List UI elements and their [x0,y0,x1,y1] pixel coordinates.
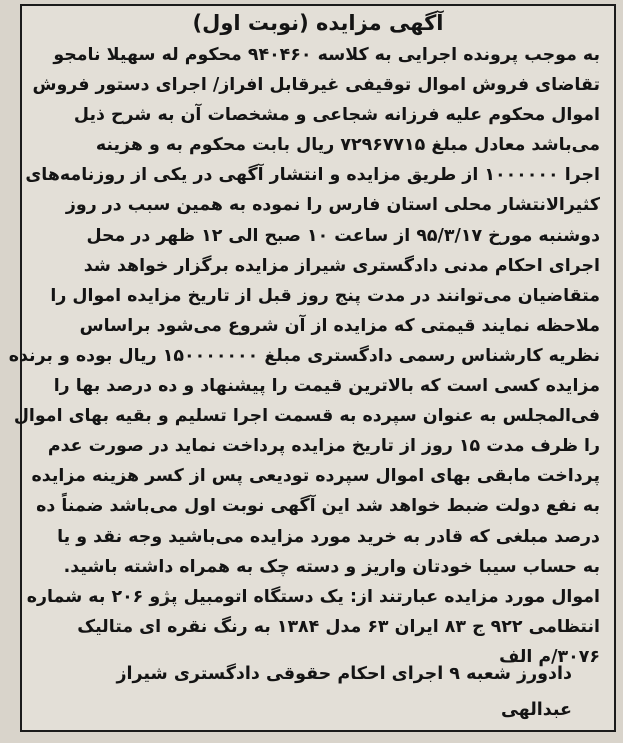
notice-line: می‌باشد معادل مبلغ ۷۲۹۶۷۷۱۵ ریال بابت محکوم به و هزینه [95,135,600,156]
notice-line: به موجب پرونده اجرایی به کلاسه ۹۴۰۴۶۰ محکوم له سهیلا نامجو [53,45,600,65]
notice-line: اجرا ۱۰۰۰۰۰۰ از طریق مزایده و انتشار آگهی در یکی از روزنامه‌های [25,165,600,186]
notice-line: کثیرالانتشار محلی استان فارس را نموده به همین سبب در روز [65,195,600,216]
signature-name: عبدالهی [500,700,572,720]
notice-title: آگهی مزایده (نوبت اول) [192,11,444,35]
notice-line: نظریه کارشناس رسمی دادگستری مبلغ ۱۵۰۰۰۰۰۰۰ ریال بوده و برنده [8,345,600,366]
notice-line: اجرای احکام مدنی دادگستری شیراز مزایده برگزار خواهد شد [83,255,600,276]
notice-line: به حساب سیبا خودتان واریز و دسته چک به همراه داشته باشید. [63,556,600,577]
notice-line: فی‌المجلس به عنوان سپرده به قسمت اجرا تسلیم و بقیه بهای اموال [13,406,600,427]
notice-line: اموال محکوم علیه فرزانه شجاعی و مشخصات آن به شرح ذیل [73,105,600,126]
notice-line: ۳۰۷۶/م الف [499,646,600,667]
notice-line: انتظامی ۹۲۲ ج ۸۳ ایران ۶۳ مدل ۱۳۸۴ به رنگ نقره ای متالیک [77,616,600,637]
notice-line: متقاضیان می‌توانند در مدت پنج روز قبل از تاریخ مزایده اموال را [50,285,600,306]
signature-title: دادورز شعبه ۹ اجرای احکام حقوقی دادگستری شیراز [116,664,572,684]
notice-line: تقاضای فروش اموال توقیفی غیرقابل افراز/ اجرای دستور فروش [32,75,600,96]
signature-block [116,656,572,728]
notice-line: پرداخت مابقی بهای اموال سپرده تودیعی پس از کسر هزینه مزایده [31,466,600,487]
notice-line: به نفع دولت ضبط خواهد شد این آگهی نوبت اول می‌باشد ضمناً ده [36,496,600,517]
notice-line: مزایده کسی است که بالاترین قیمت را پیشنهاد و ده درصد بها را [53,376,600,397]
notice-body [8,40,600,672]
notice-line: درصد مبلغی که قادر به خرید مورد مزایده می‌باشید وجه نقد و یا [57,526,600,547]
notice-line: دوشنبه مورخ ۹۵/۳/۱۷ از ساعت ۱۰ صبح الی ۱۲ ظهر در محل [86,225,600,246]
notice-line: اموال مورد مزایده عبارتند از: یک دستگاه اتومبیل پژو ۲۰۶ به شماره [26,586,600,607]
notice-line: را ظرف مدت ۱۵ روز از تاریخ مزایده پرداخت نماید در صورت عدم [47,436,600,457]
notice-line: ملاحظه نمایند قیمتی که مزایده از آن شروع می‌شود براساس [79,315,600,336]
auction-notice-box [8,4,616,732]
